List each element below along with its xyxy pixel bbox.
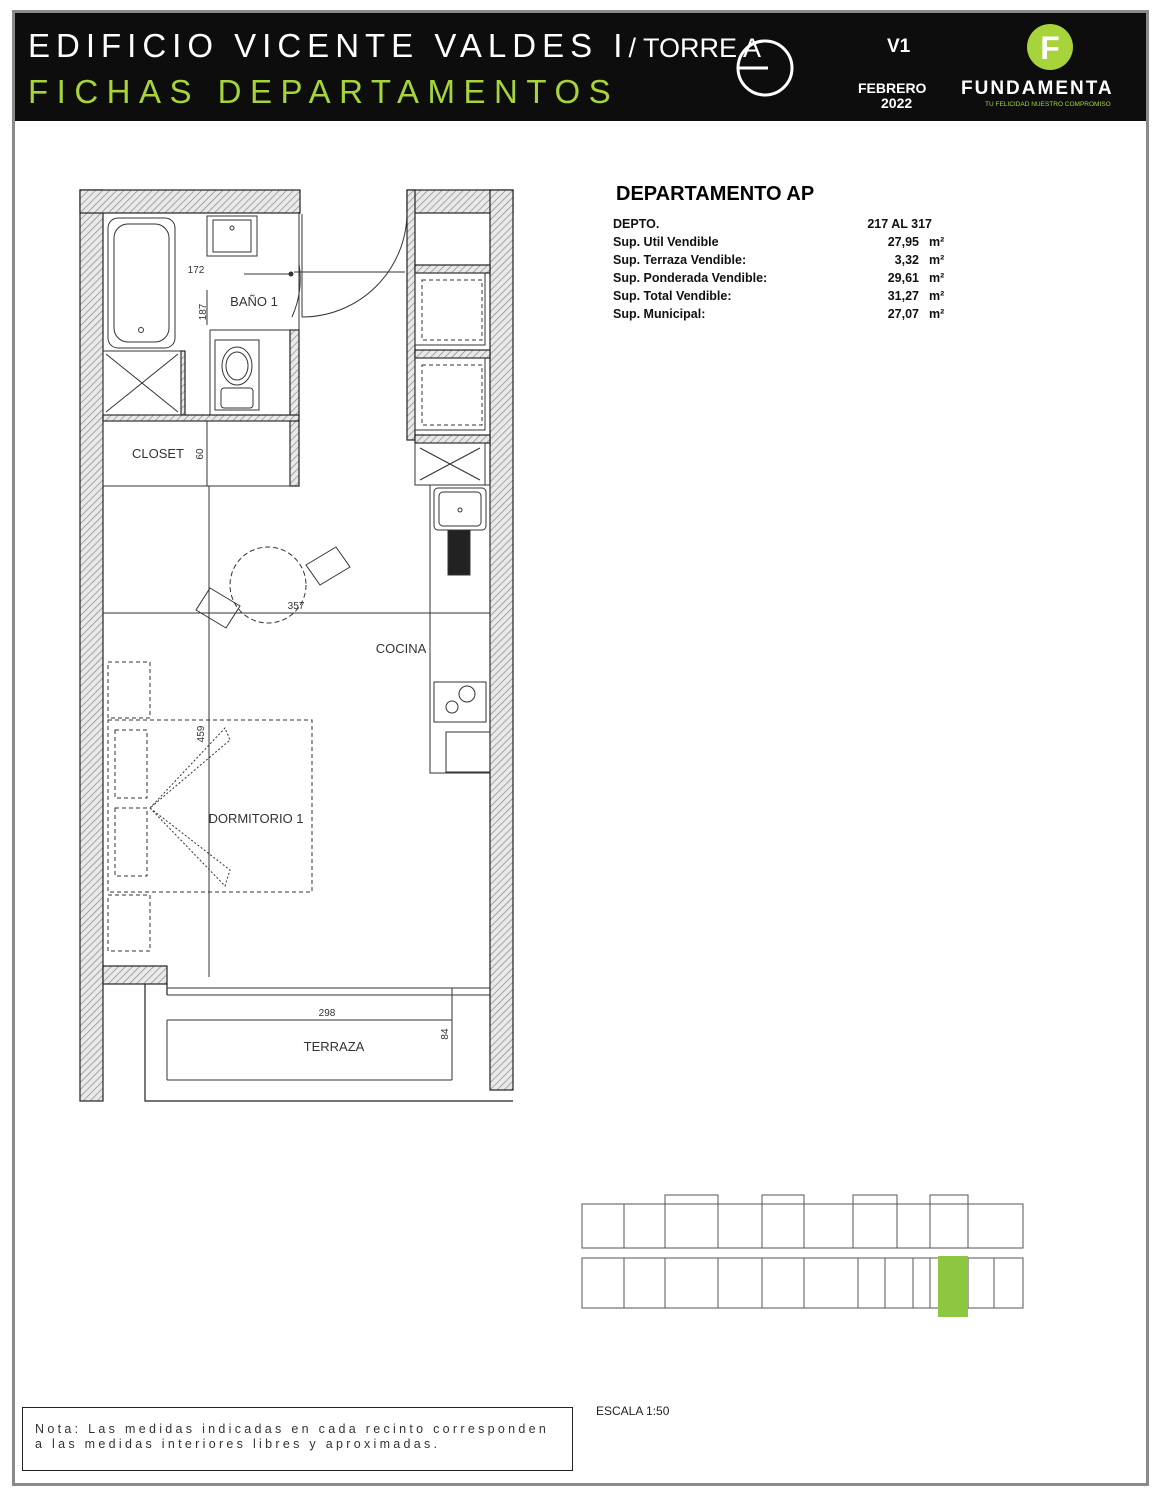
tower-label: / TORRE A (628, 33, 762, 63)
bathroom (103, 212, 407, 415)
room-label-bedroom: DORMITORIO 1 (208, 811, 304, 826)
apartment-title: DEPARTAMENTO AP (616, 183, 815, 205)
floor-plan (70, 180, 530, 1110)
north-orientation-icon (734, 37, 796, 99)
spec-label: Sup. Ponderada Vendible: (613, 271, 768, 285)
version-label: V1 (887, 36, 911, 57)
brand-tagline: TU FELICIDAD NUESTRO COMPROMISO (985, 101, 1111, 108)
highlighted-unit (938, 1256, 968, 1317)
document-subtitle: FICHAS DEPARTAMENTOS (28, 73, 620, 110)
fundamenta-logo-icon (1022, 22, 1078, 74)
note-line-2: a las medidas interiores libres y aproximadas. (35, 1437, 441, 1451)
dim-bath-depth: 187 (198, 303, 209, 321)
kitchen (415, 273, 490, 773)
spec-value: 27,95 (887, 235, 919, 249)
brand-name: FUNDAMENTA (961, 78, 1114, 99)
room-labels (132, 294, 427, 1054)
spec-label: Sup. Municipal: (613, 307, 706, 321)
living-dining (103, 486, 490, 977)
date-month: FEBRERO (858, 80, 927, 96)
dim-terrace-depth: 84 (440, 1028, 451, 1040)
date-year: 2022 (881, 95, 913, 111)
spec-value: 31,27 (887, 289, 919, 303)
spec-value: 3,32 (894, 253, 919, 267)
spec-value: 27,07 (887, 307, 919, 321)
spec-unit: m² (929, 271, 945, 285)
spec-unit: m² (929, 253, 945, 267)
note-box (22, 1407, 573, 1471)
scale-label: ESCALA 1:50 (596, 1404, 670, 1418)
bedroom (108, 662, 312, 951)
spec-label: Sup. Util Vendible (613, 235, 719, 249)
dim-bath-width: 172 (187, 265, 205, 276)
spec-unit: m² (929, 235, 945, 249)
spec-label: Sup. Terraza Vendible: (613, 253, 747, 267)
logo-letter: F (1040, 30, 1060, 66)
dim-terrace-width: 298 (318, 1008, 336, 1019)
room-label-closet: CLOSET (131, 446, 185, 461)
dim-closet-depth: 60 (195, 448, 206, 460)
spec-value: 217 AL 317 (867, 217, 932, 231)
room-label-terrace: TERRAZA (303, 1039, 365, 1054)
room-label-bath: BAÑO 1 (230, 294, 278, 309)
dim-living-width: 357 (287, 601, 305, 612)
note-text (35, 1422, 549, 1452)
spec-unit: m² (929, 307, 945, 321)
header-bar (15, 13, 1146, 121)
spec-unit: m² (929, 289, 945, 303)
note-line-1: Nota: Las medidas indicadas en cada recinto corresponden (35, 1422, 550, 1436)
spec-label: Sup. Total Vendible: (613, 289, 732, 303)
spec-label: DEPTO. (613, 217, 660, 231)
spec-value: 29,61 (887, 271, 919, 285)
room-label-kitchen: COCINA (375, 641, 427, 656)
dim-bed-depth: 459 (196, 725, 207, 743)
building-key-plan (578, 1192, 1028, 1322)
walls (80, 190, 513, 1101)
building-title: EDIFICIO VICENTE VALDES I/ TORRE A (28, 27, 762, 64)
